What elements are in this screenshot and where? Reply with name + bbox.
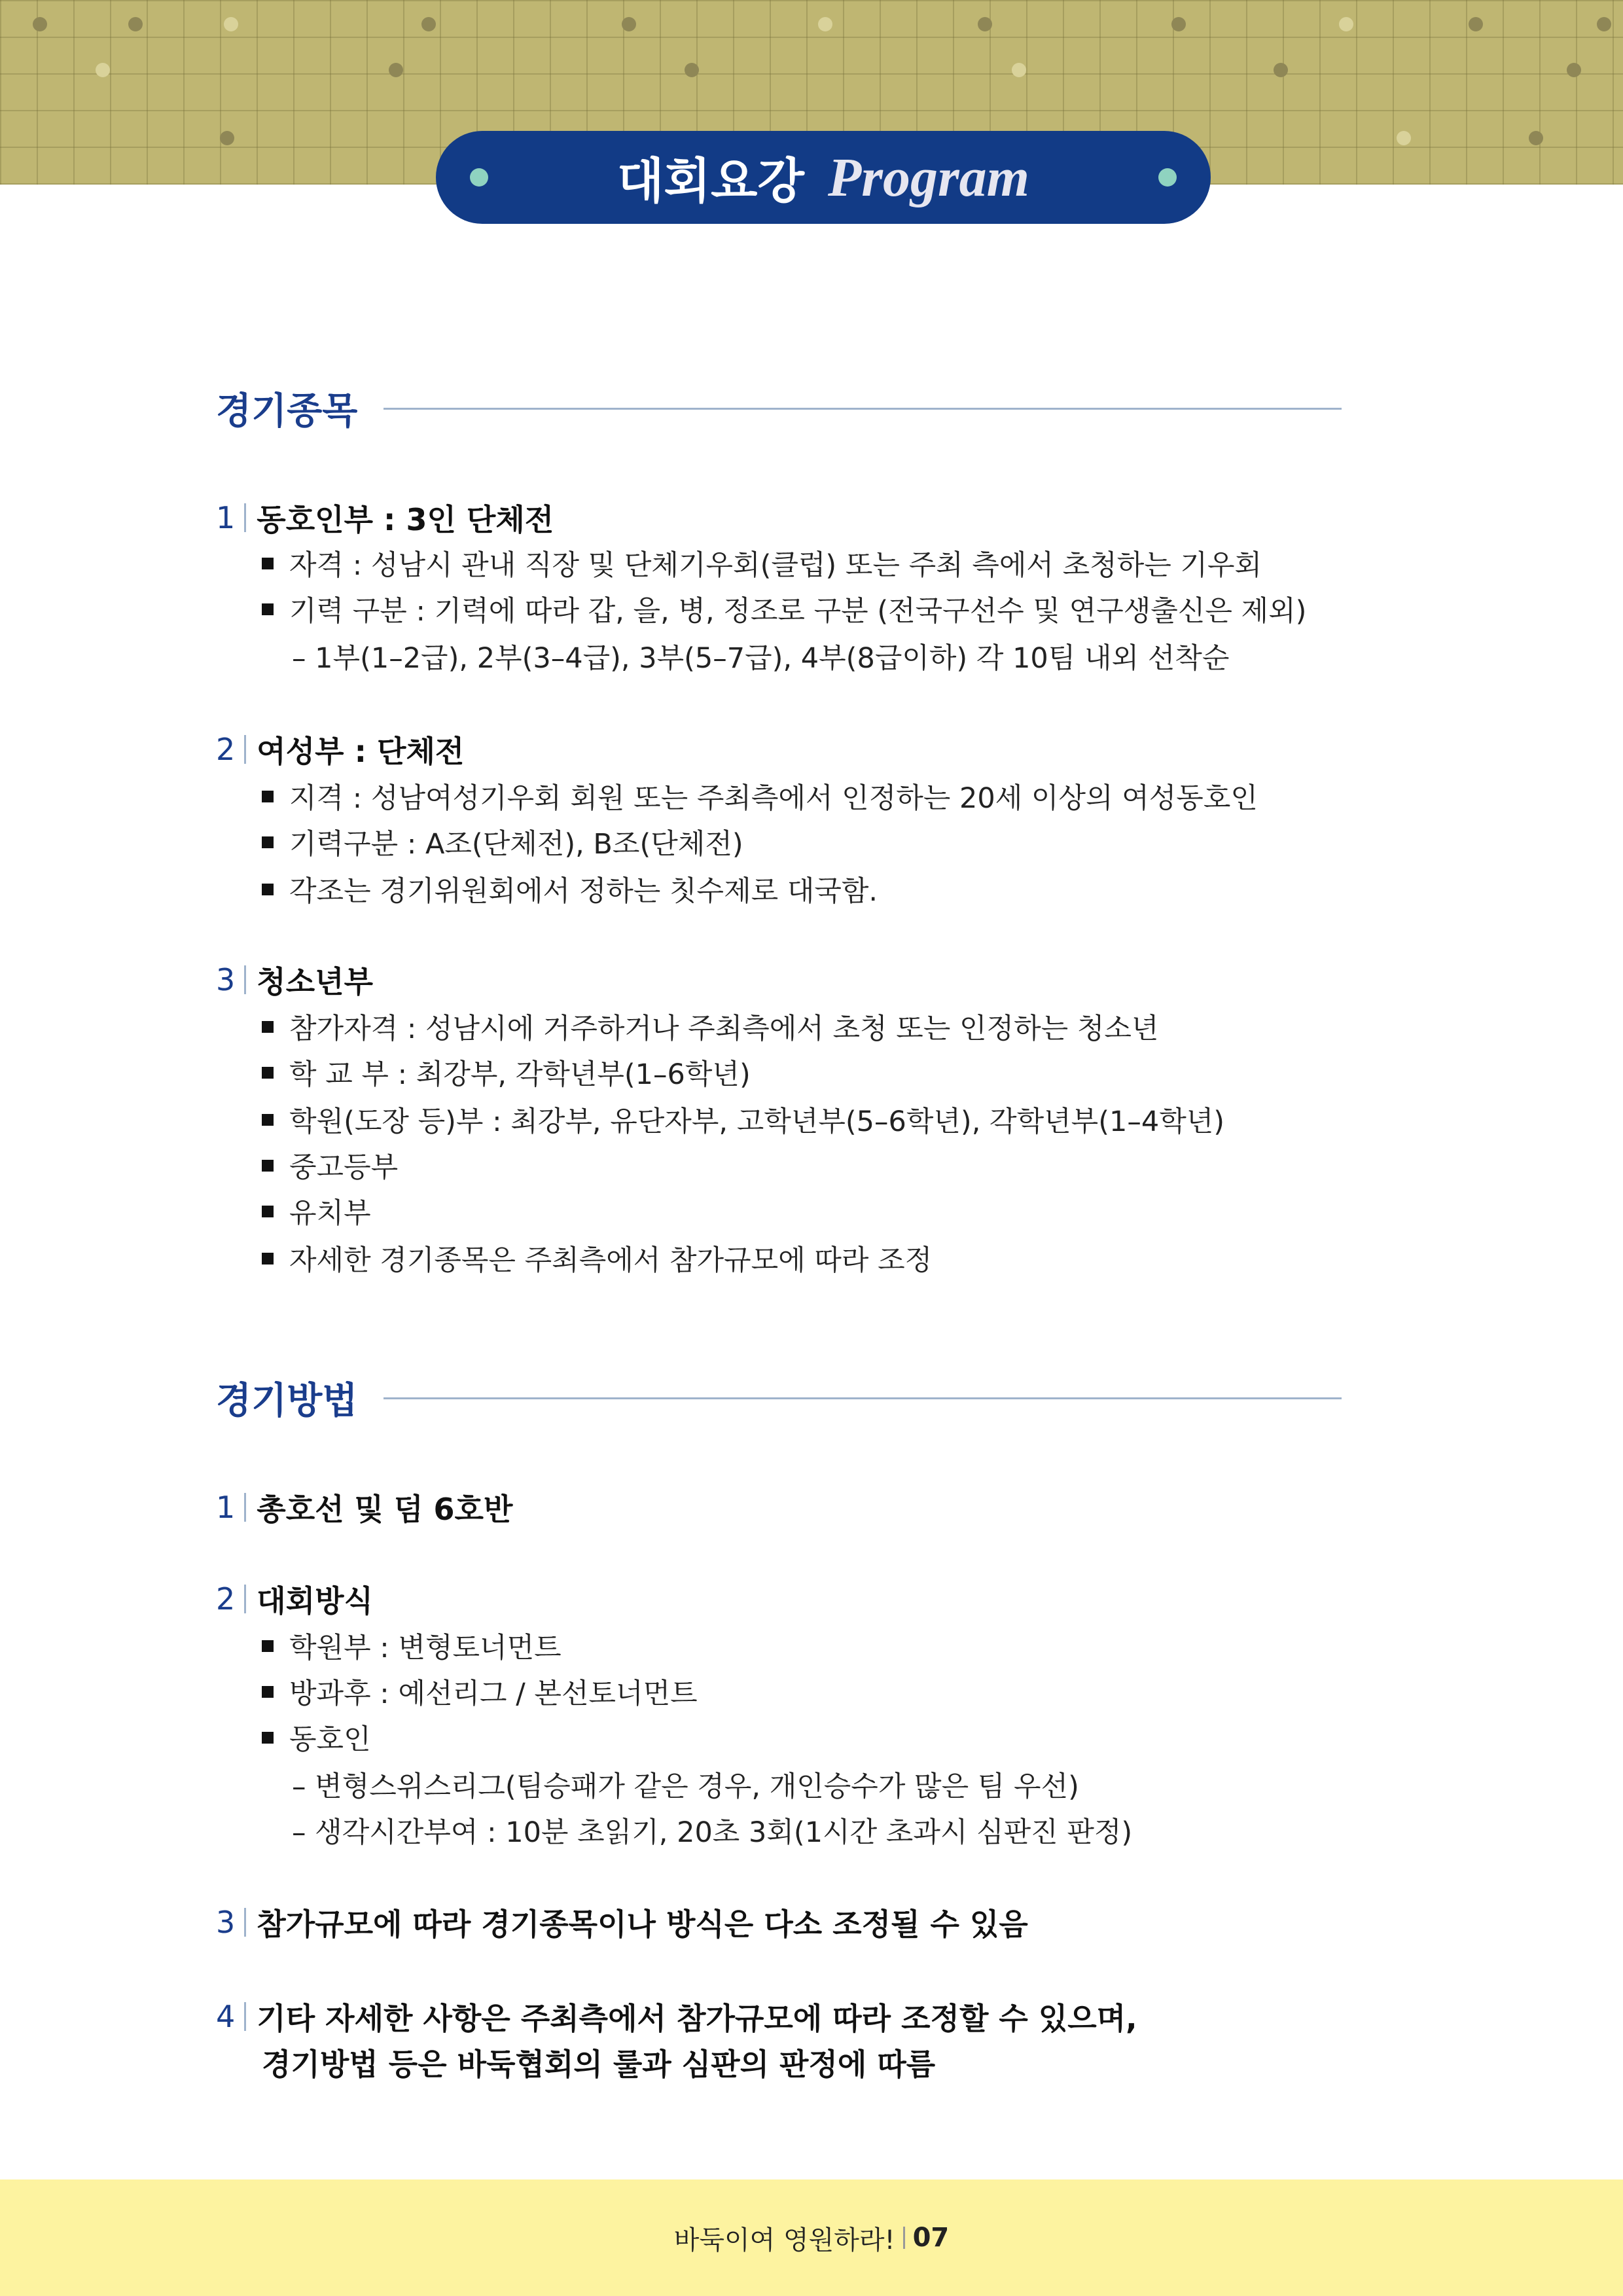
go-stone-icon <box>1597 17 1611 31</box>
square-bullet-icon <box>262 791 274 802</box>
item-title: 대회방식 <box>257 1583 374 1619</box>
list-item <box>262 1145 398 1185</box>
item-title: 참가규모에 따라 경기종목이나 방식은 다소 조정될 수 있음 <box>257 1907 1028 1942</box>
go-stone-icon <box>818 17 832 31</box>
square-bullet-icon <box>262 1640 274 1652</box>
footer-slogan: 바둑이여 영원하라! <box>673 2225 895 2255</box>
square-bullet-icon <box>262 1021 274 1033</box>
go-stone-icon <box>421 17 436 31</box>
go-stone-icon <box>33 17 47 31</box>
item-title-continued <box>262 2041 935 2084</box>
divider <box>244 1908 246 1937</box>
list-item-text: 학원(도장 등)부 : 최강부, 유단자부, 고학년부(5–6학년), 각학년부(1–4학년) <box>289 1105 1225 1138</box>
sub-list-item: – 1부(1–2급), 2부(3–4급), 3부(5–7급), 4부(8급이하) 각 10팀 내외 선착순 <box>292 642 1230 675</box>
numbered-item <box>216 1486 512 1529</box>
divider <box>383 1397 1342 1399</box>
list-item-text: 유치부 <box>289 1197 371 1230</box>
go-stone-icon <box>389 63 403 77</box>
item-number: 1 <box>216 500 236 535</box>
square-bullet-icon <box>262 836 274 848</box>
list-item-text: 중고등부 <box>289 1151 399 1184</box>
numbered-item <box>216 1901 1028 1944</box>
numbered-item <box>216 958 373 1001</box>
list-item-text: 자격 : 성남시 관내 직장 및 단체기우회(클럽) 또는 주최 측에서 초청하는 기우회 <box>289 549 1262 582</box>
sub-list-item: – 생각시간부여 : 10분 초읽기, 20초 3회(1시간 초과시 심판진 판정) <box>292 1816 1133 1849</box>
list-item-text: 방과후 : 예선리그 / 본선토너먼트 <box>289 1677 698 1710</box>
dot-icon <box>1158 168 1177 187</box>
page-footer <box>0 2179 1623 2296</box>
go-stone-icon <box>1171 17 1186 31</box>
divider <box>244 965 246 994</box>
square-bullet-icon <box>262 1160 274 1172</box>
list-item-text: 학 교 부 : 최강부, 각학년부(1–6학년) <box>289 1058 751 1091</box>
divider <box>383 408 1342 410</box>
divider <box>903 2227 905 2249</box>
item-number: 2 <box>216 1581 236 1617</box>
list-item <box>262 822 743 862</box>
item-number: 4 <box>216 1999 236 2034</box>
item-number: 2 <box>216 732 236 767</box>
list-item-text: 자세한 경기종목은 주최측에서 참가규모에 따라 조정 <box>289 1244 933 1277</box>
item-title: 청소년부 <box>257 964 374 999</box>
page-title-korean: 대회요강 <box>617 153 804 209</box>
divider <box>244 1585 246 1613</box>
go-stone-icon <box>224 17 238 31</box>
square-bullet-icon <box>262 1206 274 1217</box>
square-bullet-icon <box>262 558 274 569</box>
numbered-item <box>216 728 464 771</box>
numbered-item <box>216 1577 373 1621</box>
square-bullet-icon <box>262 884 274 895</box>
square-bullet-icon <box>262 603 274 615</box>
page-title-banner <box>436 131 1211 224</box>
list-item-text: 참가자격 : 성남시에 거주하거나 주최측에서 초청 또는 인정하는 청소년 <box>289 1013 1159 1045</box>
item-number: 1 <box>216 1490 236 1525</box>
page-title-english: Program <box>827 147 1029 208</box>
list-item <box>262 543 1262 583</box>
list-item <box>262 1238 932 1278</box>
go-stone-icon <box>1274 63 1288 77</box>
list-item-text: 지격 : 성남여성기우회 회원 또는 주최측에서 인정하는 20세 이상의 여성동호인 <box>289 782 1258 815</box>
go-stone-icon <box>1469 17 1483 31</box>
divider <box>244 1493 246 1522</box>
go-stone-icon <box>1567 63 1581 77</box>
square-bullet-icon <box>262 1067 274 1079</box>
section-heading <box>216 382 1342 435</box>
item-title: 기타 자세한 사항은 주최측에서 참가규모에 따라 조정할 수 있으며, <box>257 2001 1137 2036</box>
item-number: 3 <box>216 1905 236 1940</box>
divider <box>244 503 246 532</box>
go-stone-icon <box>685 63 699 77</box>
divider <box>244 735 246 764</box>
square-bullet-icon <box>262 1114 274 1126</box>
square-bullet-icon <box>262 1253 274 1265</box>
list-item <box>262 869 878 909</box>
section-title: 경기종목 <box>216 389 358 433</box>
square-bullet-icon <box>262 1686 274 1698</box>
list-item <box>262 1100 1224 1139</box>
list-item-text: 기력구분 : A조(단체전), B조(단체전) <box>289 828 743 861</box>
go-stone-icon <box>978 17 992 31</box>
sub-list-item: – 변형스위스리그(팀승패가 같은 경우, 개인승수가 많은 팀 우선) <box>292 1770 1079 1803</box>
divider <box>244 2002 246 2031</box>
numbered-item <box>216 496 554 539</box>
go-stone-icon <box>622 17 636 31</box>
list-item <box>262 1052 751 1092</box>
section-heading <box>216 1372 1342 1424</box>
list-item-text: 각조는 경기위원회에서 정하는 칫수제로 대국함. <box>289 875 878 908</box>
dot-icon <box>470 168 488 187</box>
section-title: 경기방법 <box>216 1379 358 1422</box>
list-item <box>262 776 1258 816</box>
list-item <box>262 1007 1158 1047</box>
go-stone-icon <box>1012 63 1026 77</box>
item-title: 총호선 및 덤 6호반 <box>257 1492 513 1527</box>
go-stone-icon <box>1397 131 1411 145</box>
go-stone-icon <box>1529 131 1543 145</box>
go-stone-icon <box>220 131 234 145</box>
list-item <box>262 1672 698 1712</box>
list-item <box>262 1626 562 1666</box>
list-item-text: 기력 구분 : 기력에 따라 갑, 을, 병, 정조로 구분 (전국구선수 및 연구생출신은 제외) <box>289 595 1307 628</box>
numbered-item <box>216 1995 1137 2038</box>
go-stone-icon <box>128 17 143 31</box>
go-stone-icon <box>1339 17 1353 31</box>
list-item <box>262 1717 371 1757</box>
square-bullet-icon <box>262 1732 274 1744</box>
item-number: 3 <box>216 962 236 997</box>
list-item-text: 동호인 <box>289 1723 371 1756</box>
page-number: 07 <box>912 2223 950 2253</box>
item-title: 동호인부 : 3인 단체전 <box>257 502 554 537</box>
list-item-text: 학원부 : 변형토너먼트 <box>289 1632 562 1664</box>
item-title-line-2: 경기방법 등은 바둑협회의 룰과 심판의 판정에 따름 <box>262 2047 936 2082</box>
list-item <box>262 589 1306 629</box>
go-stone-icon <box>96 63 110 77</box>
list-item <box>262 1191 371 1231</box>
item-title: 여성부 : 단체전 <box>257 734 465 769</box>
